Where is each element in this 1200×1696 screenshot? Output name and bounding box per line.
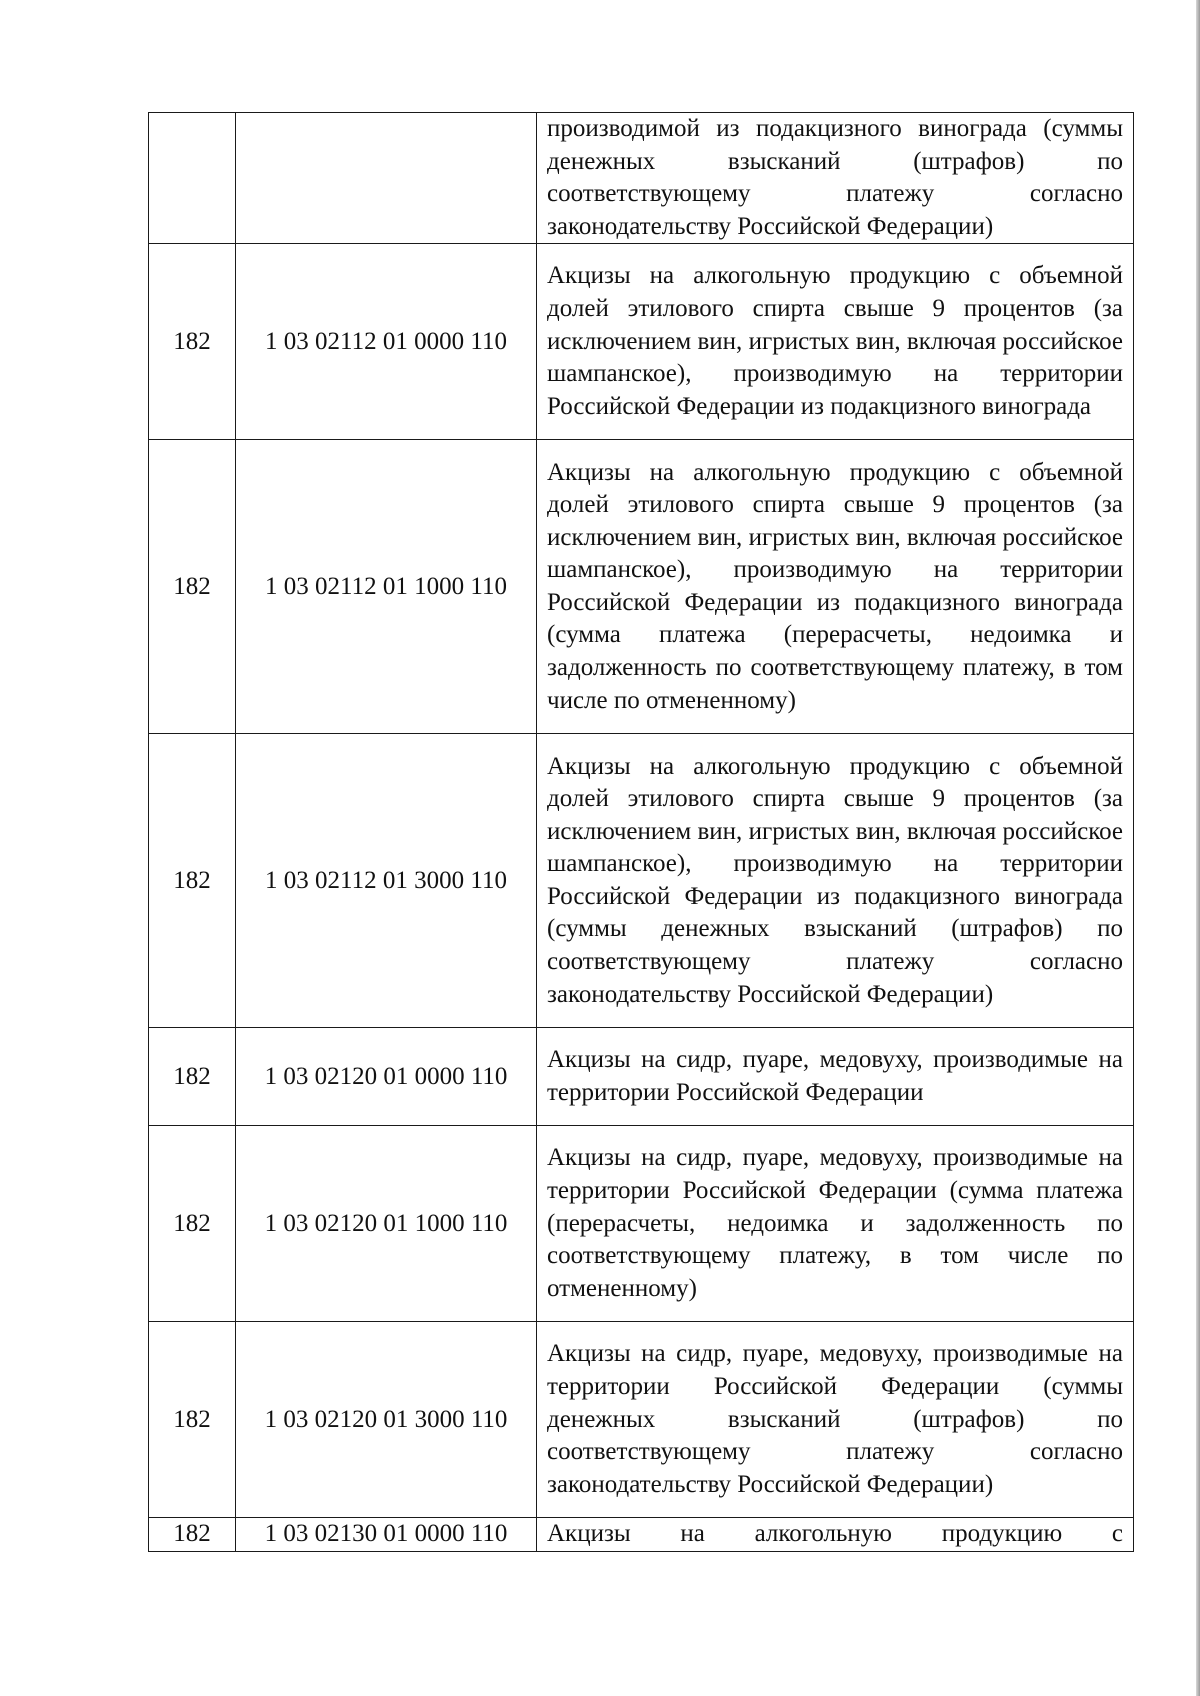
budget-code-cell: 1 03 02130 01 0000 110 bbox=[236, 1518, 537, 1552]
table-row bbox=[149, 1126, 1134, 1322]
admin-code-cell: 182 bbox=[149, 1126, 236, 1322]
budget-code-cell: 1 03 02120 01 3000 110 bbox=[236, 1322, 537, 1518]
description-cell: производимой из подакцизного винограда (суммы денежных взысканий (штрафов) по соответствующему платежу согласно законодательству Российской Федерации) bbox=[537, 113, 1134, 244]
admin-code-cell: 182 bbox=[149, 440, 236, 734]
table-row bbox=[149, 1518, 1134, 1552]
budget-code-cell: 1 03 02112 01 3000 110 bbox=[236, 734, 537, 1028]
budget-code-cell bbox=[236, 113, 537, 244]
description-cell: Акцизы на алкогольную продукцию с объемной долей этилового спирта свыше 9 процентов (за исключением вин, игристых вин, включая российское шампанское), производимую на территории Российской Федерации из подакцизного винограда (сумма платежа (перерасчеты, недоимка и задолженность по соответствующему платежу, в том числе по отмененному) bbox=[537, 440, 1134, 734]
table-row bbox=[149, 244, 1134, 440]
budget-code-cell: 1 03 02120 01 1000 110 bbox=[236, 1126, 537, 1322]
table-row bbox=[149, 734, 1134, 1028]
page-edge-shadow bbox=[1196, 0, 1200, 1696]
admin-code-cell bbox=[149, 113, 236, 244]
budget-code-cell: 1 03 02112 01 1000 110 bbox=[236, 440, 537, 734]
admin-code-cell: 182 bbox=[149, 734, 236, 1028]
description-cell: Акцизы на алкогольную продукцию с bbox=[537, 1518, 1134, 1552]
admin-code-cell: 182 bbox=[149, 244, 236, 440]
description-cell: Акцизы на сидр, пуаре, медовуху, производимые на территории Российской Федерации (сумма платежа (перерасчеты, недоимка и задолженность по соответствующему платежу, в том числе по отмененному) bbox=[537, 1126, 1134, 1322]
admin-code-cell: 182 bbox=[149, 1028, 236, 1126]
table-row bbox=[149, 1028, 1134, 1126]
admin-code-cell: 182 bbox=[149, 1518, 236, 1552]
description-cell: Акцизы на алкогольную продукцию с объемной долей этилового спирта свыше 9 процентов (за исключением вин, игристых вин, включая российское шампанское), производимую на территории Российской Федерации из подакцизного винограда bbox=[537, 244, 1134, 440]
description-cell: Акцизы на сидр, пуаре, медовуху, производимые на территории Российской Федерации (суммы денежных взысканий (штрафов) по соответствующему платежу согласно законодательству Российской Федерации) bbox=[537, 1322, 1134, 1518]
table-row bbox=[149, 1322, 1134, 1518]
admin-code-cell: 182 bbox=[149, 1322, 236, 1518]
revenue-codes-table bbox=[148, 112, 1134, 1552]
budget-code-cell: 1 03 02120 01 0000 110 bbox=[236, 1028, 537, 1126]
budget-code-cell: 1 03 02112 01 0000 110 bbox=[236, 244, 537, 440]
table-row bbox=[149, 113, 1134, 244]
description-cell: Акцизы на сидр, пуаре, медовуху, производимые на территории Российской Федерации bbox=[537, 1028, 1134, 1126]
description-cell: Акцизы на алкогольную продукцию с объемной долей этилового спирта свыше 9 процентов (за исключением вин, игристых вин, включая российское шампанское), производимую на территории Российской Федерации из подакцизного винограда (суммы денежных взысканий (штрафов) по соответствующему платежу согласно законодательству Российской Федерации) bbox=[537, 734, 1134, 1028]
table-row bbox=[149, 440, 1134, 734]
